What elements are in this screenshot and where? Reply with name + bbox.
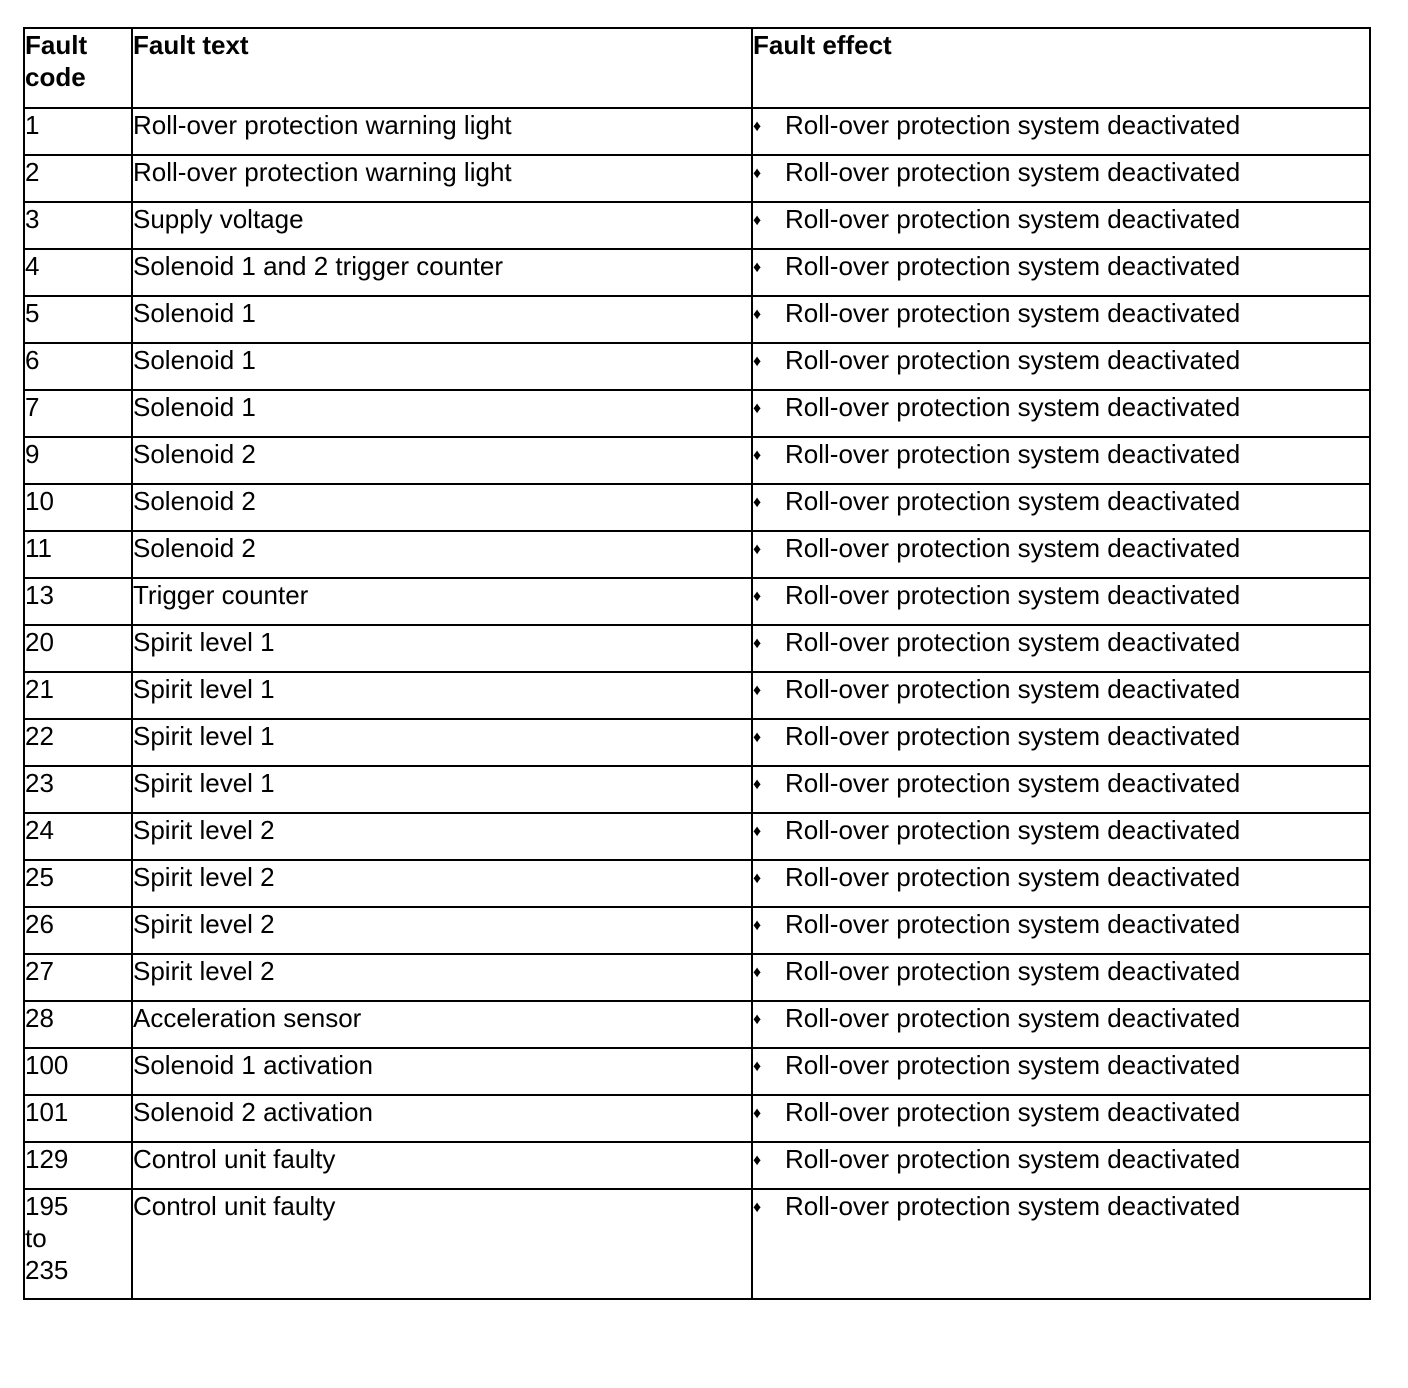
fault-text-cell: Solenoid 2 activation	[132, 1095, 752, 1142]
fault-effect-cell	[752, 437, 1370, 484]
fault-effect-text: Roll-over protection system deactivated	[785, 392, 1241, 422]
fault-effect-text: Roll-over protection system deactivated	[785, 157, 1241, 187]
fault-text-cell: Spirit level 1	[132, 766, 752, 813]
fault-code-table	[23, 27, 1371, 1300]
bullet-icon: ♦	[753, 1152, 762, 1169]
fault-effect-cell	[752, 625, 1370, 672]
fault-text-cell: Spirit level 2	[132, 813, 752, 860]
fault-code-cell: 4	[24, 249, 132, 296]
fault-code-cell: 20	[24, 625, 132, 672]
bullet-icon: ♦	[753, 118, 762, 135]
fault-effect-text: Roll-over protection system deactivated	[785, 1050, 1241, 1080]
bullet-icon: ♦	[753, 212, 762, 229]
fault-text-cell: Solenoid 2	[132, 437, 752, 484]
fault-text-cell: Solenoid 1	[132, 296, 752, 343]
bullet-icon: ♦	[753, 1058, 762, 1075]
fault-text-cell: Solenoid 1 and 2 trigger counter	[132, 249, 752, 296]
bullet-icon: ♦	[753, 1199, 762, 1216]
fault-effect-text: Roll-over protection system deactivated	[785, 439, 1241, 469]
column-header-fault-code	[24, 28, 132, 108]
table-row	[24, 343, 1370, 390]
fault-effect-text: Roll-over protection system deactivated	[785, 862, 1241, 892]
fault-effect-text: Roll-over protection system deactivated	[785, 674, 1241, 704]
fault-effect-cell	[752, 860, 1370, 907]
fault-code-line1: 195	[25, 1191, 69, 1221]
fault-effect-text: Roll-over protection system deactivated	[785, 627, 1241, 657]
bullet-icon: ♦	[753, 494, 762, 511]
fault-text-cell: Spirit level 2	[132, 954, 752, 1001]
fault-code-cell: 25	[24, 860, 132, 907]
fault-effect-cell	[752, 1001, 1370, 1048]
table-row	[24, 1189, 1370, 1299]
fault-effect-text: Roll-over protection system deactivated	[785, 815, 1241, 845]
fault-code-cell: 129	[24, 1142, 132, 1189]
fault-effect-cell	[752, 954, 1370, 1001]
table-row	[24, 1048, 1370, 1095]
bullet-icon: ♦	[753, 165, 762, 182]
table-row	[24, 155, 1370, 202]
fault-text-cell: Control unit faulty	[132, 1142, 752, 1189]
fault-effect-text: Roll-over protection system deactivated	[785, 1097, 1241, 1127]
column-header-fault-text: Fault text	[132, 28, 752, 108]
fault-code-cell: 24	[24, 813, 132, 860]
fault-code-cell: 27	[24, 954, 132, 1001]
fault-effect-cell	[752, 484, 1370, 531]
table-row	[24, 672, 1370, 719]
table-row	[24, 108, 1370, 155]
fault-effect-cell	[752, 672, 1370, 719]
fault-text-cell: Spirit level 1	[132, 672, 752, 719]
fault-code-cell: 26	[24, 907, 132, 954]
table-header-row	[24, 28, 1370, 108]
table-row	[24, 1142, 1370, 1189]
fault-effect-text: Roll-over protection system deactivated	[785, 1144, 1241, 1174]
fault-effect-cell	[752, 578, 1370, 625]
fault-effect-text: Roll-over protection system deactivated	[785, 345, 1241, 375]
fault-effect-cell	[752, 249, 1370, 296]
table-body-last	[24, 1189, 1370, 1299]
table-row	[24, 766, 1370, 813]
table-row	[24, 531, 1370, 578]
table-row	[24, 249, 1370, 296]
fault-effect-cell	[752, 719, 1370, 766]
fault-code-cell: 3	[24, 202, 132, 249]
fault-text-cell: Spirit level 2	[132, 860, 752, 907]
fault-code-cell: 22	[24, 719, 132, 766]
fault-effect-text: Roll-over protection system deactivated	[785, 1003, 1241, 1033]
bullet-icon: ♦	[753, 917, 762, 934]
fault-text-cell: Solenoid 1 activation	[132, 1048, 752, 1095]
table-row	[24, 907, 1370, 954]
bullet-icon: ♦	[753, 1105, 762, 1122]
bullet-icon: ♦	[753, 588, 762, 605]
table-row	[24, 578, 1370, 625]
fault-code-cell: 1	[24, 108, 132, 155]
fault-code-cell: 5	[24, 296, 132, 343]
fault-effect-text: Roll-over protection system deactivated	[785, 768, 1241, 798]
fault-effect-text: Roll-over protection system deactivated	[785, 533, 1241, 563]
fault-effect-text: Roll-over protection system deactivated	[785, 486, 1241, 516]
fault-text-cell: Roll-over protection warning light	[132, 155, 752, 202]
table-row	[24, 1001, 1370, 1048]
bullet-icon: ♦	[753, 823, 762, 840]
bullet-icon: ♦	[753, 776, 762, 793]
fault-effect-cell	[752, 108, 1370, 155]
table-row	[24, 954, 1370, 1001]
bullet-icon: ♦	[753, 541, 762, 558]
fault-text-cell: Spirit level 1	[132, 625, 752, 672]
fault-text-cell: Solenoid 2	[132, 531, 752, 578]
fault-effect-cell	[752, 766, 1370, 813]
bullet-icon: ♦	[753, 447, 762, 464]
fault-effect-text: Roll-over protection system deactivated	[785, 110, 1241, 140]
fault-code-cell: 9	[24, 437, 132, 484]
bullet-icon: ♦	[753, 870, 762, 887]
fault-effect-cell	[752, 155, 1370, 202]
table-row	[24, 390, 1370, 437]
fault-code-cell	[24, 1189, 132, 1299]
fault-text-cell: Solenoid 2	[132, 484, 752, 531]
fault-text-cell: Acceleration sensor	[132, 1001, 752, 1048]
header-code-line1: Fault	[25, 30, 88, 60]
fault-code-cell: 100	[24, 1048, 132, 1095]
bullet-icon: ♦	[753, 1011, 762, 1028]
table-row	[24, 437, 1370, 484]
bullet-icon: ♦	[753, 964, 762, 981]
fault-text-cell: Roll-over protection warning light	[132, 108, 752, 155]
fault-code-cell: 11	[24, 531, 132, 578]
fault-code-cell: 101	[24, 1095, 132, 1142]
fault-effect-text: Roll-over protection system deactivated	[785, 204, 1241, 234]
table-row	[24, 1095, 1370, 1142]
header-code-line2: code	[25, 62, 86, 92]
table-row	[24, 860, 1370, 907]
fault-text-cell: Supply voltage	[132, 202, 752, 249]
column-header-fault-effect: Fault effect	[752, 28, 1370, 108]
fault-effect-cell	[752, 813, 1370, 860]
bullet-icon: ♦	[753, 729, 762, 746]
fault-effect-cell	[752, 1189, 1370, 1299]
fault-effect-text: Roll-over protection system deactivated	[785, 909, 1241, 939]
fault-effect-cell	[752, 1095, 1370, 1142]
fault-code-cell: 2	[24, 155, 132, 202]
fault-effect-text: Roll-over protection system deactivated	[785, 1191, 1241, 1221]
fault-code-line3: 235	[25, 1255, 69, 1285]
fault-code-cell: 28	[24, 1001, 132, 1048]
fault-effect-cell	[752, 296, 1370, 343]
bullet-icon: ♦	[753, 682, 762, 699]
fault-text-cell: Spirit level 2	[132, 907, 752, 954]
fault-effect-text: Roll-over protection system deactivated	[785, 956, 1241, 986]
fault-effect-text: Roll-over protection system deactivated	[785, 298, 1241, 328]
table-row	[24, 296, 1370, 343]
table-row	[24, 625, 1370, 672]
fault-effect-cell	[752, 907, 1370, 954]
bullet-icon: ♦	[753, 400, 762, 417]
fault-effect-text: Roll-over protection system deactivated	[785, 251, 1241, 281]
fault-text-cell: Solenoid 1	[132, 390, 752, 437]
table-row	[24, 484, 1370, 531]
table-row	[24, 719, 1370, 766]
fault-effect-text: Roll-over protection system deactivated	[785, 580, 1241, 610]
bullet-icon: ♦	[753, 306, 762, 323]
bullet-icon: ♦	[753, 353, 762, 370]
fault-text-cell: Spirit level 1	[132, 719, 752, 766]
fault-code-line2: to	[25, 1223, 47, 1253]
fault-text-cell: Trigger counter	[132, 578, 752, 625]
table-body	[24, 108, 1370, 1189]
fault-text-cell: Solenoid 1	[132, 343, 752, 390]
fault-code-cell: 6	[24, 343, 132, 390]
fault-effect-cell	[752, 1048, 1370, 1095]
fault-code-cell: 13	[24, 578, 132, 625]
table-row	[24, 813, 1370, 860]
fault-effect-cell	[752, 1142, 1370, 1189]
table-row	[24, 202, 1370, 249]
fault-effect-cell	[752, 531, 1370, 578]
fault-code-cell: 7	[24, 390, 132, 437]
fault-effect-cell	[752, 202, 1370, 249]
fault-effect-cell	[752, 390, 1370, 437]
fault-effect-text: Roll-over protection system deactivated	[785, 721, 1241, 751]
bullet-icon: ♦	[753, 259, 762, 276]
fault-text-cell: Control unit faulty	[132, 1189, 752, 1299]
bullet-icon: ♦	[753, 635, 762, 652]
fault-effect-cell	[752, 343, 1370, 390]
fault-code-cell: 21	[24, 672, 132, 719]
fault-code-cell: 23	[24, 766, 132, 813]
fault-code-cell: 10	[24, 484, 132, 531]
